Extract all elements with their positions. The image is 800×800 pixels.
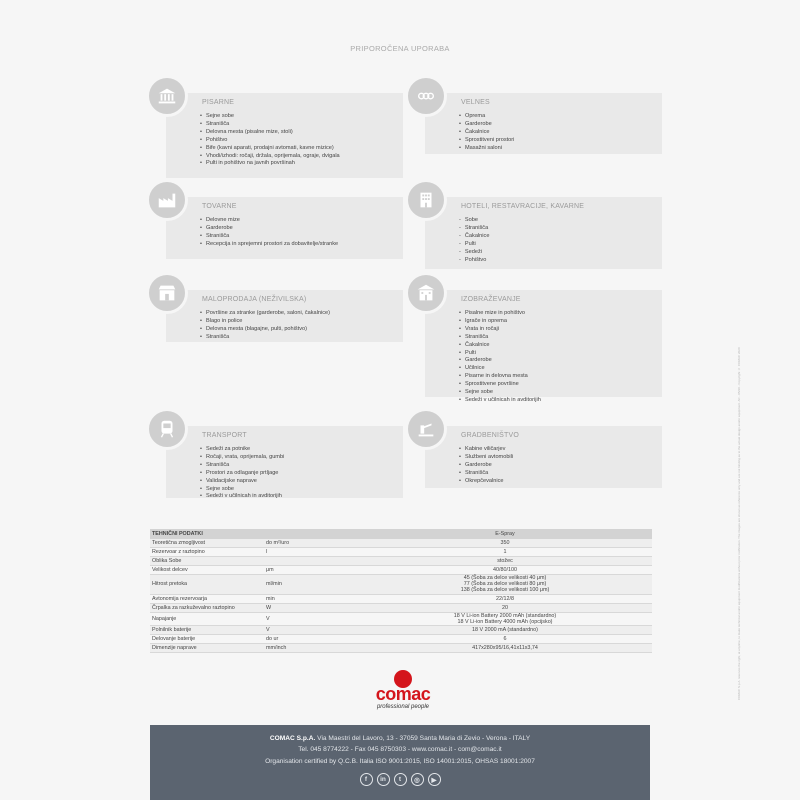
usage-list-item: • Sprostitveni prostori (459, 137, 514, 145)
footer-certification: Organisation certified by Q.C.B. Italia ISO 9001:2015, ISO 14001:2015, OHSAS 18001:2007 (265, 758, 535, 765)
usage-list-item: • Učilnice (459, 365, 541, 373)
specs-value: 20 (358, 603, 652, 612)
linkedin-icon[interactable]: in (377, 773, 390, 786)
usage-card (425, 290, 662, 403)
usage-list (200, 113, 340, 168)
specs-row (150, 566, 652, 575)
specs-row (150, 626, 652, 635)
specs-table (150, 529, 652, 653)
factory-icon (146, 179, 188, 221)
specs-value: 417x280x95/16,41x11x3,74 (358, 644, 652, 653)
usage-card (425, 93, 662, 154)
dumbbell-icon (405, 75, 447, 117)
specs-unit: do ur (264, 635, 358, 644)
usage-card (166, 426, 403, 498)
specs-unit (264, 557, 358, 566)
building-columns-icon (146, 75, 188, 117)
usage-list-item: • Vrata in ročaji (459, 326, 541, 334)
usage-list-item: • Sejne sobe (200, 113, 340, 121)
usage-list-item: • Garderobe (459, 357, 541, 365)
usage-list-item: • Čakalnice (459, 342, 541, 350)
usage-list-item: • Pisalne mize in pohištvo (459, 310, 541, 318)
usage-list-item: • Sejne sobe (200, 486, 284, 494)
usage-list (459, 217, 489, 264)
usage-list-item: • Pulti in pohištvo na javnih površinah (200, 160, 340, 168)
usage-list-item: • Površine za stranke (garderobe, saloni, čakalnice) (200, 310, 330, 318)
usage-list-item: • Igrače in oprema (459, 318, 541, 326)
hotel-icon (405, 179, 447, 221)
specs-label: Delovanje baterije (150, 635, 264, 644)
specs-unit: V (264, 612, 358, 625)
specs-row (150, 575, 652, 595)
specs-unit: V (264, 626, 358, 635)
usage-list-item: • Masažni saloni (459, 145, 514, 153)
specs-unit: min (264, 594, 358, 603)
usage-list-item: • Delovna mesta (pisalne mize, stoli) (200, 129, 340, 137)
usage-list-item: • Oprema (459, 113, 514, 121)
logo-brand: comac (375, 684, 431, 704)
specs-header-model: E-Spray (358, 529, 652, 539)
specs-label: Rezervoar z raztopino (150, 548, 264, 557)
usage-list-item: • Sedeži za potnike (200, 446, 284, 454)
usage-list-item: • Prostori za odlaganje prtljage (200, 470, 284, 478)
usage-list-item: • Recepcija in sprejemni prostori za dobavitelje/stranke (200, 241, 338, 249)
usage-card-title: GRADBENIŠTVO (461, 432, 520, 439)
logo-tagline: professional people (376, 704, 430, 710)
usage-list-item: • Blago in police (200, 318, 330, 326)
usage-list-item: • Stranišča (200, 233, 338, 241)
specs-label: Avtonomija rezervoarja (150, 594, 264, 603)
specs-row (150, 612, 652, 625)
train-icon (146, 408, 188, 450)
usage-list-item: • Pisarne in delovna mesta (459, 373, 541, 381)
specs-header-row (150, 529, 652, 539)
specs-row (150, 644, 652, 653)
usage-list-item: • Stranišča (200, 462, 284, 470)
footer-company: COMAC S.p.A. (269, 735, 316, 742)
usage-card-title: TRANSPORT (202, 432, 247, 439)
specs-value: 40/80/100 (358, 566, 652, 575)
usage-list-item: • Vhodi/izhodi: ročaji, držala, oprijemala, ograje, dvigala (200, 153, 340, 161)
usage-list (200, 310, 330, 342)
specs-row (150, 603, 652, 612)
facebook-icon[interactable]: f (360, 773, 373, 786)
usage-list-item: • Ročaji, vrata, oprijemala, gumbi (200, 454, 284, 462)
specs-row (150, 539, 652, 548)
specs-row (150, 635, 652, 644)
usage-list-item: • Čakalnice (459, 129, 514, 137)
specs-value: stožec (358, 557, 652, 566)
usage-card-title: IZOBRAŽEVANJE (461, 296, 521, 303)
specs-label: Polnilnik baterije (150, 626, 264, 635)
usage-list-item: • Stranišča (200, 334, 330, 342)
footer-address: Via Maestri del Lavoro, 13 - 37059 Santa Maria di Zevio - Verona - ITALY (315, 735, 531, 742)
usage-list-item: • Bife (kavni aparati, prodajni avtomati, kavne mizice) (200, 145, 340, 153)
comac-logo (338, 670, 468, 720)
page-heading: PRIPOROČENA UPORABA (350, 44, 450, 53)
twitter-icon[interactable]: t (394, 773, 407, 786)
usage-list-item: • Garderobe (459, 121, 514, 129)
usage-list-item: • Službeni avtomobili (459, 454, 513, 462)
usage-list-item: • Sedeži v učilnicah in avditorijih (200, 493, 284, 501)
specs-row (150, 557, 652, 566)
usage-list-item: • Stranišča (200, 121, 340, 129)
usage-list-item: • Delovna mesta (blagajne, pulti, pohištvo) (200, 326, 330, 334)
usage-card-title: MALOPRODAJA (NEŽIVILSKA) (202, 296, 307, 303)
specs-label: Oblika Sobe (150, 557, 264, 566)
specs-unit: l (264, 548, 358, 557)
usage-list-item: • Garderobe (200, 225, 338, 233)
usage-list-item: • Stranišča (459, 334, 541, 342)
usage-list-item: - Čakalnice (459, 233, 489, 241)
youtube-icon[interactable]: ▶ (428, 773, 441, 786)
specs-header-label: TEHNIČNI PODATKI (150, 529, 264, 539)
usage-list (200, 446, 284, 501)
usage-card (425, 426, 662, 488)
usage-card-title: TOVARNE (202, 203, 237, 210)
specs-unit: mm/inch (264, 644, 358, 653)
specs-unit: W (264, 603, 358, 612)
usage-list-item: • Kabine viličarjev (459, 446, 513, 454)
usage-list-item: - Pulti (459, 241, 489, 249)
usage-card (166, 197, 403, 259)
usage-list-item: • Garderobe (459, 462, 513, 470)
usage-list (459, 310, 541, 405)
usage-list (200, 217, 338, 249)
usage-list-item: • Sedeži v učilnicah in avditorijih (459, 397, 541, 405)
social-links (150, 773, 650, 786)
usage-card (166, 93, 403, 178)
usage-list-item: • Pulti (459, 350, 541, 358)
specs-label: Črpalka za razkuževalno raztopino (150, 603, 264, 612)
usage-list-item: • Sejne sobe (459, 389, 541, 397)
specs-unit: μm (264, 566, 358, 575)
specs-value: 22/12/8 (358, 594, 652, 603)
specs-label: Napajanje (150, 612, 264, 625)
specs-value: 45 (Šoba za delce velikosti 40 μm) 77 (Šoba za delce velikosti 80 μm) 138 (Šoba za delce velikosti 100 μm) (358, 575, 652, 595)
usage-card-title: HOTELI, RESTAVRACIJE, KAVARNE (461, 203, 585, 210)
specs-row (150, 594, 652, 603)
usage-list-item: • Sprostitvene površine (459, 381, 541, 389)
usage-list-item: • Pohištvo (200, 137, 340, 145)
construction-icon (405, 408, 447, 450)
usage-card (425, 197, 662, 269)
usage-list-item: • Okrepčevalnice (459, 478, 513, 486)
usage-list-item: - Sobe (459, 217, 489, 225)
specs-value: 350 (358, 539, 652, 548)
specs-value: 18 V 2000 mA (standardno) (358, 626, 652, 635)
usage-card (166, 290, 403, 342)
specs-value: 6 (358, 635, 652, 644)
side-disclaimer: COMAC S.p.A. reserves the right, at anytime, to make technical and/or equipment modifications without prior notification. The images are shown as reference only and are not binding as to the actual design and/or equipment. AC - 05/20 - Copyright © COMAC 2020 (737, 347, 741, 700)
specs-unit: ml/min (264, 575, 358, 595)
instagram-icon[interactable]: ◎ (411, 773, 424, 786)
school-icon (405, 272, 447, 314)
usage-list-item: - Pohištvo (459, 257, 489, 265)
specs-row (150, 548, 652, 557)
usage-card-title: PISARNE (202, 99, 235, 106)
usage-list-item: • Delovne mize (200, 217, 338, 225)
usage-list (459, 446, 513, 486)
specs-value: 18 V Li-ion Battery 2000 mAh (standardno) 18 V Li-ion Battery 4000 mAh (opcijsko) (358, 612, 652, 625)
specs-unit: do m²/uro (264, 539, 358, 548)
specs-label: Velikost delcev (150, 566, 264, 575)
specs-header-unit (264, 529, 358, 539)
specs-label: Hitrost pretoka (150, 575, 264, 595)
footer (150, 725, 650, 800)
usage-list-item: - Sedeži (459, 249, 489, 257)
footer-address-line (150, 735, 650, 742)
footer-contacts: Tel. 045 8774222 - Fax 045 8750303 - www.comac.it - com@comac.it (298, 746, 502, 753)
usage-card-title: VELNES (461, 99, 490, 106)
store-icon (146, 272, 188, 314)
usage-list-item: - Stranišča (459, 225, 489, 233)
specs-label: Teoretična zmogljivost (150, 539, 264, 548)
usage-list-item: • Validacijske naprave (200, 478, 284, 486)
specs-label: Dimenzije naprave (150, 644, 264, 653)
usage-list-item: • Stranišča (459, 470, 513, 478)
usage-list (459, 113, 514, 153)
specs-value: 1 (358, 548, 652, 557)
